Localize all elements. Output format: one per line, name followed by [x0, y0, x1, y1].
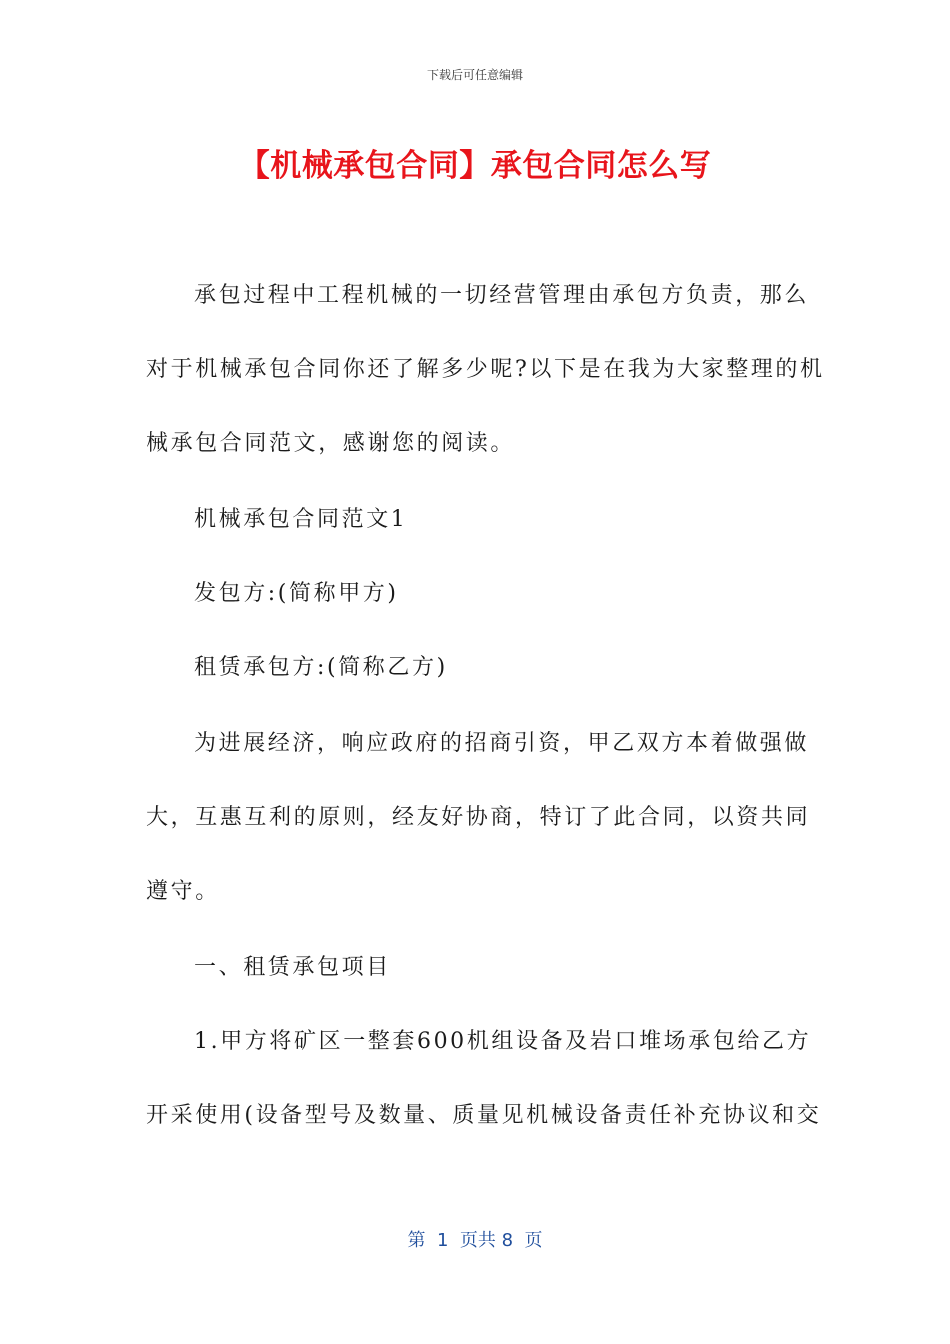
paragraph-line: 1.甲方将矿区一整套600机组设备及岩口堆场承包给乙方	[194, 1029, 812, 1054]
paragraph-line: 大，互惠互利的原则，经友好协商，特订了此合同，以资共同	[146, 805, 811, 830]
paragraph-line: 械承包合同范文，感谢您的阅读。	[146, 431, 516, 456]
paragraph-line: 开采使用(设备型号及数量、质量见机械设备责任补充协议和交	[146, 1103, 822, 1128]
section-heading: 一、租赁承包项目	[194, 955, 391, 980]
document-title: 【机械承包合同】承包合同怎么写	[238, 148, 712, 184]
paragraph-line: 租赁承包方:(简称乙方)	[194, 655, 448, 680]
paragraph-line: 发包方:(简称甲方)	[194, 581, 399, 606]
paragraph-line: 承包过程中工程机械的一切经营管理由承包方负责，那么	[194, 283, 810, 308]
header-note: 下载后可任意编辑	[426, 68, 523, 82]
paragraph-line: 对于机械承包合同你还了解多少呢?以下是在我为大家整理的机	[146, 357, 825, 382]
paragraph-line: 为进展经济，响应政府的招商引资，甲乙双方本着做强做	[194, 731, 810, 756]
section-heading: 机械承包合同范文1	[194, 507, 408, 532]
page-number-footer: 第 1 页共 8 页	[407, 1230, 543, 1251]
paragraph-line: 遵守。	[146, 879, 220, 904]
